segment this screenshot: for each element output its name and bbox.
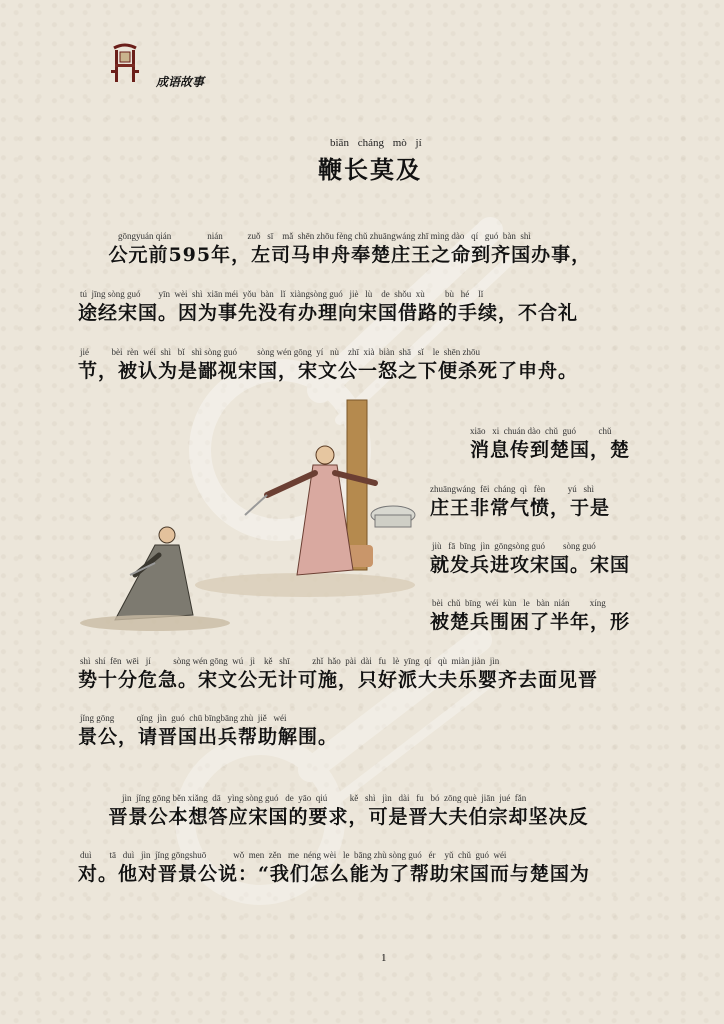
text-line: 节，被认为是鄙视宋国，宋文公一怒之下便杀死了申舟。 (78, 360, 579, 382)
pinyin-line: jiù fā bīng jìn gōngsòng guó sòng guó (432, 541, 596, 551)
page-number: 1 (381, 952, 387, 964)
text-line: 晋景公本想答应宋国的要求，可是晋大夫伯宗却坚决反 (78, 806, 589, 828)
text-line: 就发兵进攻宋国。宋国 (430, 554, 631, 576)
pinyin-line: duì tā duì jìn jǐng gōngshuō wǒ men zěn me néng wèi le bāng zhù sòng guó ér yǔ chǔ guó wéi (80, 850, 507, 860)
text-line: 景公，请晋国出兵帮助解围。 (78, 726, 339, 748)
pinyin-line: gōngyuán qián nián zuǒ sī mǎ shēn zhōu fèng chǔ zhuāngwáng zhī mìng dào qí guó bàn shì (118, 231, 531, 241)
text-line: 庄王非常气愤，于是 (430, 497, 611, 519)
pinyin-line: jié bèi rèn wéi shì bǐ shì sòng guó sòng wén gōng yí nù zhī xià biàn shā sǐ le shēn zhōu (80, 347, 480, 357)
pinyin-line: jìn jǐng gōng běn xiǎng dā yìng sòng guó de yāo qiú kě shì jìn dài fu bó zōng què jiān jué fǎn (122, 793, 527, 803)
pinyin-line: xiāo xi chuán dào chǔ guó chǔ (470, 426, 612, 436)
text-line: 途经宋国。因为事先没有办理向宋国借路的手续，不合礼 (78, 302, 579, 324)
text-line: 对。他对晋景公说：“我们怎么能为了帮助宋国而与楚国为 (78, 863, 590, 885)
pinyin-line: shì shí fēn wēi jí sòng wén gōng wú jì kě shī zhǐ hǎo pài dài fu lè yīng qí qù miàn jiàn jìn (80, 656, 500, 666)
title-pinyin: biān cháng mò jí (330, 137, 422, 149)
text-line: 被楚兵围困了半年，形 (430, 611, 631, 633)
pinyin-line: zhuāngwáng fēi cháng qì fèn yú shì (430, 484, 594, 494)
pinyin-line: tú jīng sòng guó yīn wèi shì xiān méi yǒu bàn lǐ xiàngsòng guó jiè lù de shǒu xù bù hé lǐ (80, 289, 484, 299)
chair-icon (106, 42, 144, 86)
story-illustration (75, 395, 420, 635)
pinyin-line: bèi chǔ bīng wéi kùn le bàn nián xíng (432, 598, 606, 608)
text-line: 公元前595年，左司马申舟奉楚庄王之命到齐国办事， (78, 244, 592, 266)
text-line: 消息传到楚国，楚 (470, 439, 631, 461)
page-title: 鞭长莫及 (318, 155, 422, 184)
pinyin-line: jǐng gōng qǐng jìn guó chū bīngbāng zhù jiě wéi (80, 713, 287, 723)
text-line: 势十分危急。宋文公无计可施，只好派大夫乐婴齐去面见晋 (78, 669, 599, 691)
header-label: 成语故事 (156, 75, 205, 89)
